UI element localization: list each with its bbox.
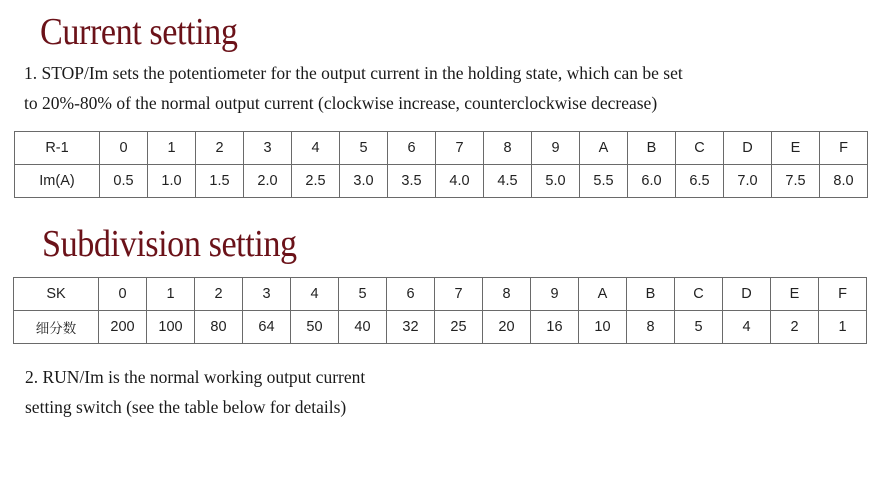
current-setting-table [14, 131, 868, 198]
description-line: 1. STOP/Im sets the potentiometer for the output current in the holding state, which can be set [24, 63, 683, 83]
table-cell: 1 [819, 311, 867, 344]
table-cell: 8.0 [820, 165, 868, 198]
table-cell: 1.0 [148, 165, 196, 198]
table-cell: 0 [100, 132, 148, 165]
table-cell: 6.0 [628, 165, 676, 198]
description-line: to 20%-80% of the normal output current (clockwise increase, counterclockwise decrease) [24, 93, 658, 113]
table-cell: 2 [195, 278, 243, 311]
table-cell: 0.5 [100, 165, 148, 198]
table-cell: F [819, 278, 867, 311]
table-cell: 64 [243, 311, 291, 344]
table-cell: 3 [243, 278, 291, 311]
table-cell: 5 [339, 278, 387, 311]
table-cell: 16 [531, 311, 579, 344]
table-cell: 20 [483, 311, 531, 344]
table-cell: 3.0 [340, 165, 388, 198]
run-current-description [25, 362, 365, 422]
table-cell: 10 [579, 311, 627, 344]
table-cell: 2 [771, 311, 819, 344]
table-cell: 2.5 [292, 165, 340, 198]
table-cell: E [772, 132, 820, 165]
table-cell: 2.0 [244, 165, 292, 198]
table-cell: 25 [435, 311, 483, 344]
table-cell: C [675, 278, 723, 311]
table-cell: 40 [339, 311, 387, 344]
table-cell: 2 [196, 132, 244, 165]
table-cell: 7 [435, 278, 483, 311]
table-cell: 4 [291, 278, 339, 311]
subdivision-setting-title: Subdivision setting [42, 223, 297, 265]
table-cell: A [579, 278, 627, 311]
description-line: setting switch (see the table below for details) [25, 397, 347, 417]
table-row [15, 165, 868, 198]
table-cell: 1 [147, 278, 195, 311]
table-cell: F [820, 132, 868, 165]
table-row [15, 132, 868, 165]
table-cell: 7.5 [772, 165, 820, 198]
table-cell: A [580, 132, 628, 165]
row-label-switch: SK [14, 278, 99, 311]
table-cell: 4.0 [436, 165, 484, 198]
table-cell: 80 [195, 311, 243, 344]
row-label-switch: R-1 [15, 132, 100, 165]
table-cell: 5 [340, 132, 388, 165]
current-setting-description [24, 58, 683, 118]
table-cell: 4.5 [484, 165, 532, 198]
table-cell: 50 [291, 311, 339, 344]
table-cell: 6.5 [676, 165, 724, 198]
table-cell: 5.0 [532, 165, 580, 198]
table-cell: 4 [723, 311, 771, 344]
table-cell: 8 [483, 278, 531, 311]
subdivision-setting-table [13, 277, 867, 344]
table-cell: 8 [484, 132, 532, 165]
table-cell: 3 [244, 132, 292, 165]
table-cell: 9 [532, 132, 580, 165]
row-label-current: Im(A) [15, 165, 100, 198]
table-cell: 5 [675, 311, 723, 344]
table-cell: 0 [99, 278, 147, 311]
table-cell: 7.0 [724, 165, 772, 198]
table-cell: 3.5 [388, 165, 436, 198]
table-cell: 4 [292, 132, 340, 165]
table-cell: 9 [531, 278, 579, 311]
table-cell: 7 [436, 132, 484, 165]
table-cell: 5.5 [580, 165, 628, 198]
table-cell: C [676, 132, 724, 165]
table-cell: 1.5 [196, 165, 244, 198]
table-cell: B [628, 132, 676, 165]
table-cell: 32 [387, 311, 435, 344]
table-row [14, 311, 867, 344]
table-cell: 100 [147, 311, 195, 344]
table-cell: B [627, 278, 675, 311]
table-row [14, 278, 867, 311]
table-cell: 6 [387, 278, 435, 311]
table-cell: 6 [388, 132, 436, 165]
table-cell: 1 [148, 132, 196, 165]
table-cell: D [723, 278, 771, 311]
table-cell: D [724, 132, 772, 165]
current-setting-title: Current setting [40, 11, 238, 53]
table-cell: 8 [627, 311, 675, 344]
description-line: 2. RUN/Im is the normal working output current [25, 367, 366, 387]
row-label-subdivision: 细分数 [14, 311, 99, 344]
table-cell: E [771, 278, 819, 311]
table-cell: 200 [99, 311, 147, 344]
